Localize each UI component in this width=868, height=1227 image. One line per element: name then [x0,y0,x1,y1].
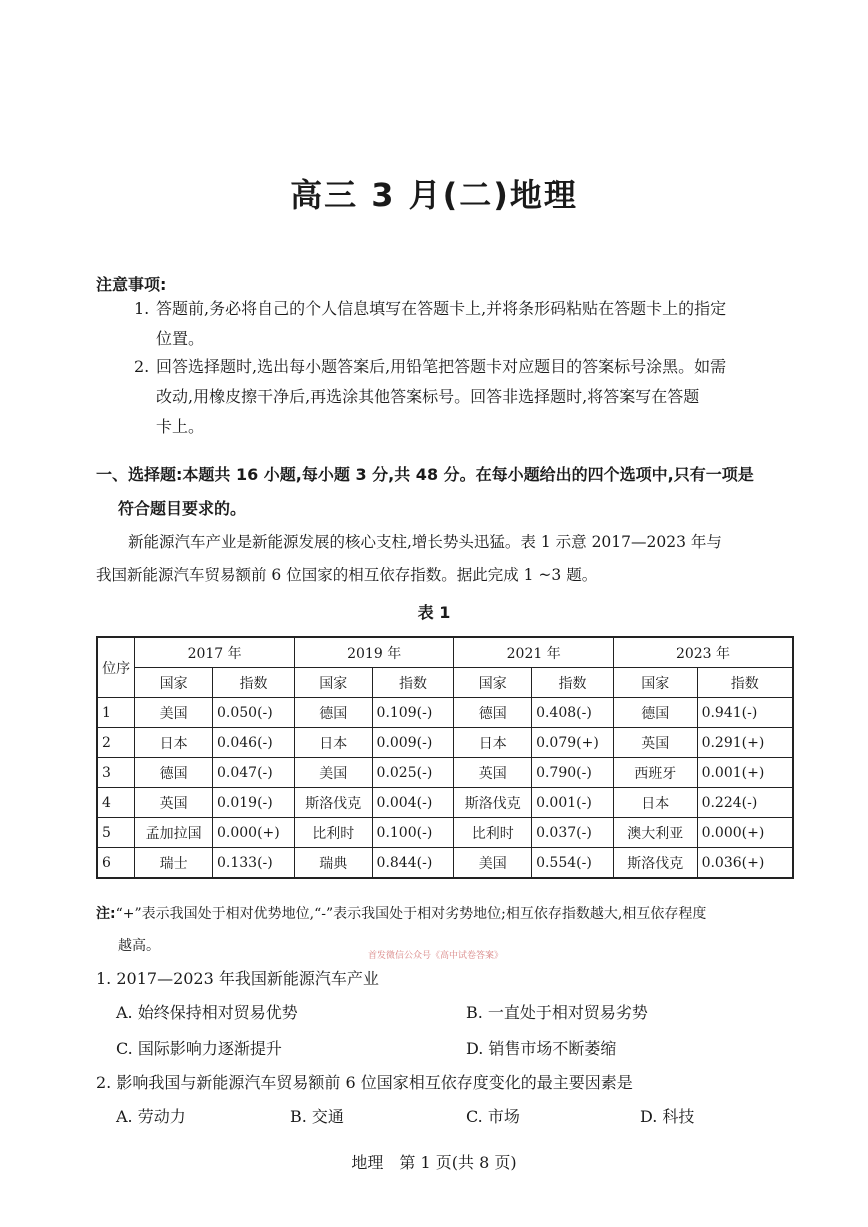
country-cell: 比利时 [294,818,372,848]
table-row [97,788,793,818]
index-header: 指数 [697,668,793,698]
index-cell: 0.046(-) [213,728,295,758]
country-cell: 日本 [613,788,697,818]
question-1-stem: 1. 2017—2023 年我国新能源汽车产业 [96,969,379,988]
index-cell: 0.019(-) [213,788,295,818]
country-cell: 英国 [613,728,697,758]
index-cell: 0.224(-) [697,788,793,818]
index-cell: 0.790(-) [532,758,614,788]
question-1-option-d: D. 销售市场不断萎缩 [466,1039,617,1058]
rank-cell: 3 [97,758,135,788]
question-2-option-c: C. 市场 [466,1107,520,1126]
notice-item-number: 2. [134,357,150,376]
country-header: 国家 [294,668,372,698]
table-caption: 表 1 [417,603,451,622]
index-cell: 0.047(-) [213,758,295,788]
index-header: 指数 [213,668,295,698]
notice-item-number: 1. [134,299,150,318]
notice-heading: 注意事项: [96,275,167,294]
year-header: 2019 年 [294,637,454,668]
notice-item-2 [134,352,794,442]
section-heading [96,458,796,526]
country-header: 国家 [454,668,532,698]
country-cell: 比利时 [454,818,532,848]
country-cell: 斯洛伐克 [613,848,697,879]
index-header: 指数 [372,668,454,698]
question-2-stem: 2. 影响我国与新能源汽车贸易额前 6 位国家相互依存度变化的最主要因素是 [96,1073,633,1092]
note-label: 注: [96,906,116,922]
intro-line: 我国新能源汽车贸易额前 6 位国家的相互依存指数。据此完成 1 ~3 题。 [96,566,598,584]
table-header-row [97,637,793,668]
question-2-option-b: B. 交通 [290,1107,344,1126]
page-footer: 地理 第 1 页(共 8 页) [351,1153,517,1172]
rank-cell: 4 [97,788,135,818]
table-row [97,758,793,788]
page-title: 高三 3 月(二)地理 [290,176,578,214]
section-heading-line: 一、选择题:本题共 16 小题,每小题 3 分,共 48 分。在每小题给出的四个选项中,只有一项是 [96,465,754,484]
country-cell: 日本 [135,728,213,758]
country-cell: 日本 [294,728,372,758]
index-cell: 0.000(+) [213,818,295,848]
year-header: 2017 年 [135,637,295,668]
index-cell: 0.109(-) [372,698,454,728]
table-row [97,848,793,879]
country-header: 国家 [613,668,697,698]
rank-cell: 6 [97,848,135,879]
section-heading-line: 符合题目要求的。 [118,499,247,518]
country-cell: 西班牙 [613,758,697,788]
country-cell: 孟加拉国 [135,818,213,848]
table-row [97,728,793,758]
note-text: 越高。 [118,938,160,954]
index-cell: 0.100(-) [372,818,454,848]
index-cell: 0.001(-) [532,788,614,818]
year-header: 2023 年 [613,637,793,668]
notice-item-text: 改动,用橡皮擦干净后,再选涂其他答案标号。回答非选择题时,将答案写在答题 [156,387,700,406]
index-cell: 0.000(+) [697,818,793,848]
intro-paragraph [96,526,796,592]
country-header: 国家 [135,668,213,698]
notice-item-text: 位置。 [156,329,205,348]
country-cell: 日本 [454,728,532,758]
country-cell: 德国 [294,698,372,728]
rank-cell: 5 [97,818,135,848]
index-header: 指数 [532,668,614,698]
rank-cell: 1 [97,698,135,728]
index-cell: 0.004(-) [372,788,454,818]
question-2-option-a: A. 劳动力 [116,1107,186,1126]
index-cell: 0.009(-) [372,728,454,758]
index-cell: 0.408(-) [532,698,614,728]
index-cell: 0.133(-) [213,848,295,879]
country-cell: 美国 [294,758,372,788]
country-cell: 英国 [454,758,532,788]
question-2-option-d: D. 科技 [640,1107,695,1126]
country-cell: 英国 [135,788,213,818]
data-table [96,636,794,879]
index-cell: 0.001(+) [697,758,793,788]
notice-item-1 [134,294,794,354]
question-1-option-b: B. 一直处于相对贸易劣势 [466,1003,648,1022]
intro-line: 新能源汽车产业是新能源发展的核心支柱,增长势头迅猛。表 1 示意 2017—2023 年与 [128,533,722,551]
table-row [97,818,793,848]
index-cell: 0.050(-) [213,698,295,728]
index-cell: 0.025(-) [372,758,454,788]
note-text: “+”表示我国处于相对优势地位,“-”表示我国处于相对劣势地位;相互依存指数越大,相互依存程度 [115,906,707,922]
index-cell: 0.079(+) [532,728,614,758]
notice-item-text: 卡上。 [156,417,205,436]
country-cell: 斯洛伐克 [454,788,532,818]
country-cell: 德国 [454,698,532,728]
index-cell: 0.036(+) [697,848,793,879]
country-cell: 瑞典 [294,848,372,879]
country-cell: 德国 [613,698,697,728]
question-1-option-c: C. 国际影响力逐渐提升 [116,1039,282,1058]
notice-item-text: 回答选择题时,选出每小题答案后,用铅笔把答题卡对应题目的答案标号涂黑。如需 [156,357,727,376]
country-cell: 澳大利亚 [613,818,697,848]
table-row [97,698,793,728]
table-subheader-row [97,668,793,698]
index-cell: 0.037(-) [532,818,614,848]
index-cell: 0.844(-) [372,848,454,879]
question-1-option-a: A. 始终保持相对贸易优势 [116,1003,298,1022]
index-cell: 0.941(-) [697,698,793,728]
index-cell: 0.291(+) [697,728,793,758]
year-header: 2021 年 [454,637,614,668]
country-cell: 斯洛伐克 [294,788,372,818]
country-cell: 瑞士 [135,848,213,879]
country-cell: 德国 [135,758,213,788]
rank-header: 位序 [97,637,135,698]
watermark: 首发微信公众号《高中试卷答案》 [368,951,504,961]
rank-cell: 2 [97,728,135,758]
country-cell: 美国 [135,698,213,728]
index-cell: 0.554(-) [532,848,614,879]
country-cell: 美国 [454,848,532,879]
notice-item-text: 答题前,务必将自己的个人信息填写在答题卡上,并将条形码粘贴在答题卡上的指定 [156,299,727,318]
